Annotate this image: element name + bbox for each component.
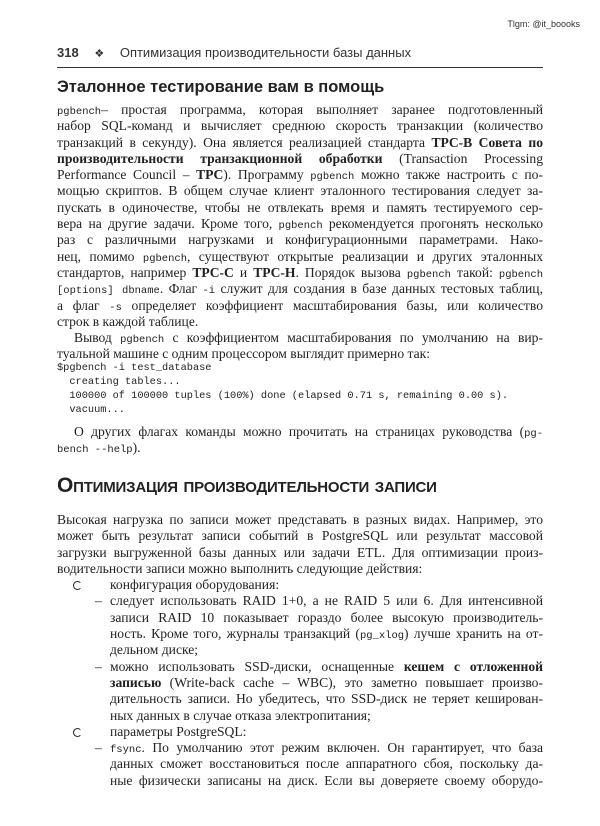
text-line [57,183,543,199]
inline-code: pgbench [120,334,165,347]
bold-text: записью [110,674,162,690]
ornament-icon: ❖ [94,48,105,60]
bold-text: TPC [196,167,224,183]
text-line [57,118,543,134]
text-span: рекомендуется прогонять несколько [322,216,543,232]
inline-code: [options] dbname [57,285,160,298]
text-line [57,200,543,216]
text-line [57,330,543,346]
text-line [57,675,543,691]
paragraph-write-load [57,512,543,789]
text-line [57,151,543,167]
text-line [57,545,543,561]
bold-text: TPC-C [192,264,234,280]
text-line [57,561,543,577]
text-span: а флаг [57,297,110,313]
dash-item [57,593,543,609]
text-line [57,265,543,281]
inline-code: pgbench [142,252,187,265]
text-span: нец, помимо [57,248,143,264]
text-line [57,773,543,789]
text-line [57,610,543,626]
text-span: . По умолчанию этот режим включен. Он гарантирует, что база [141,740,543,756]
chapter-title: Оптимизация производительности базы данных [119,45,412,60]
text-span: водительности записи можно выполнить следующие действия: [57,560,423,576]
text-span: дельном диске; [110,642,199,658]
text-span: следует использовать RAID 1+0, а не RAID 5 или 6. Для интенсивной [110,593,543,609]
text-line [57,626,543,642]
bold-text: TPC-B Совета по [431,134,544,150]
text-line [57,167,543,183]
text-span: – простая программа, которая выполняет заранее подготовленный [101,102,543,117]
code-listing [57,361,508,417]
inline-code: pg_xlog [359,630,405,643]
text-span: параметры PostgreSQL: [110,723,247,739]
inline-code: pgbench [278,220,323,233]
text-span: вера на другие задачи. Кроме того, [57,216,279,232]
text-span: загрузки выгруженной базы данных или задачи ETL. Для оптимизации произ- [57,544,543,560]
code-line: $pgbench -i test_database [57,362,212,374]
text-span: ные физически записаны на диск. Если вы доверяете своему оборудо- [110,772,543,788]
text-span: раз с различными нагрузками и конфигурационными параметрами. Нако- [57,232,543,248]
text-line [57,232,543,248]
paragraph-help [57,424,543,457]
text-line [57,314,543,330]
text-span: и [233,264,254,280]
text-span: строк в каждой таблице. [57,313,199,329]
text-span: конфигурация оборудования: [110,577,280,593]
text-span: дительность записи. Но убедитесь, что SSD-диск не теряет кеширован- [110,691,543,707]
text-line [57,528,543,544]
running-head [57,45,543,68]
bullet-item [57,577,543,593]
text-span: . Флаг [159,281,203,297]
text-span: О других флагах команды можно прочитать на страницах руководства ( [74,424,525,439]
text-line [57,424,543,440]
text-span: . Порядок вызова [295,264,407,280]
page-number: 318 [57,45,79,60]
text-span: можно также настроить с по- [354,167,543,183]
code-line: vacuum... [57,404,125,416]
dash-item [57,740,543,756]
text-span: ных данных в случае отказа электропитания; [110,707,371,723]
text-span: набор SQL-команд и вычисляет среднюю скорость транзакции (количество [57,118,543,134]
text-span: мощью скриптов. В общем случае клиент эталонного тестирования следует за- [57,183,543,199]
inline-code: pgbench [57,106,102,118]
text-span: Вывод [74,330,121,346]
text-span: транзакций в секунду). Она является реализацией стандарта [57,134,432,150]
text-span: с коэффициентом масштабирования по умолчанию на вир- [164,330,543,346]
text-line [57,691,543,707]
bold-text: TPC-H [253,264,296,280]
bullet-item [57,724,543,740]
dash-item [57,659,543,675]
inline-code: pgbench [406,268,451,281]
text-span: ). Программу [223,167,311,183]
text-span: Высокая нагрузка по записи может представать в разных видах. Например, это [57,512,543,527]
section-heading-benchmarking: Эталонное тестирование вам в помощь [57,78,385,96]
text-span: ) лучше хранить на от- [404,626,544,642]
bold-text: кешем с отложенной [403,658,543,674]
text-span: ность. Кроме того, журналы транзакций ( [110,626,360,642]
text-span: (Transaction Processing [382,150,543,166]
inline-code: pg- [524,428,543,440]
text-line [57,708,543,724]
text-span: пускать в одиночестве, чтобы не отвлекать время и память тестируемого сер- [57,199,543,215]
text-span: , существуют открытые реализации и других эталонных [187,248,543,264]
text-line [57,249,543,265]
code-line: creating tables... [57,376,181,388]
text-line [57,102,543,118]
code-line: 100000 of 100000 tuples (100%) done (elapsed 0.71 s, remaining 0.00 s). [57,390,509,402]
text-span: можно использовать SSD-диски, оснащенные [110,658,404,674]
text-span: такой: [450,264,499,280]
inline-code: fsync [110,744,142,757]
text-line [57,298,543,314]
text-line [57,512,543,528]
text-line [57,281,543,297]
text-span: стандартов, например [57,264,193,280]
text-span: записи RAID 10 показывает гораздо более высокую производитель- [110,609,543,625]
inline-code: bench --help [57,444,133,457]
section-heading-write-performance: Оптимизация производительности записи [57,474,437,497]
text-span: может быть результат записи событий в PostgreSQL или результат массовой [57,528,543,544]
watermark: Tlgm: @it_boooks [507,19,580,29]
inline-code: -s [109,301,122,314]
text-span: служит для создания в базе данных тестовых таблиц, [215,281,543,297]
text-line [57,756,543,772]
inline-code: pgbench [498,268,543,281]
text-line [57,642,543,658]
text-span: определяет коэффициент масштабирования базы, или количество [121,297,543,313]
text-span: (Write-back cache – WBC), это заметно повышает произво- [161,674,543,690]
text-span: ). [132,440,141,456]
bold-text: производительности транзакционной обработки [57,150,383,166]
paragraph-pgbench [57,102,543,363]
text-span: Performance Council – [57,167,197,183]
inline-code: -i [202,285,216,298]
text-span: данных сможет восстановиться после аппаратного сбоя, поскольку да- [110,756,543,772]
text-line [57,440,543,456]
text-line [57,216,543,232]
inline-code: pgbench [310,171,355,184]
text-line [57,135,543,151]
text-span: туальной машине с одним процессором выглядит примерно так: [57,346,431,362]
